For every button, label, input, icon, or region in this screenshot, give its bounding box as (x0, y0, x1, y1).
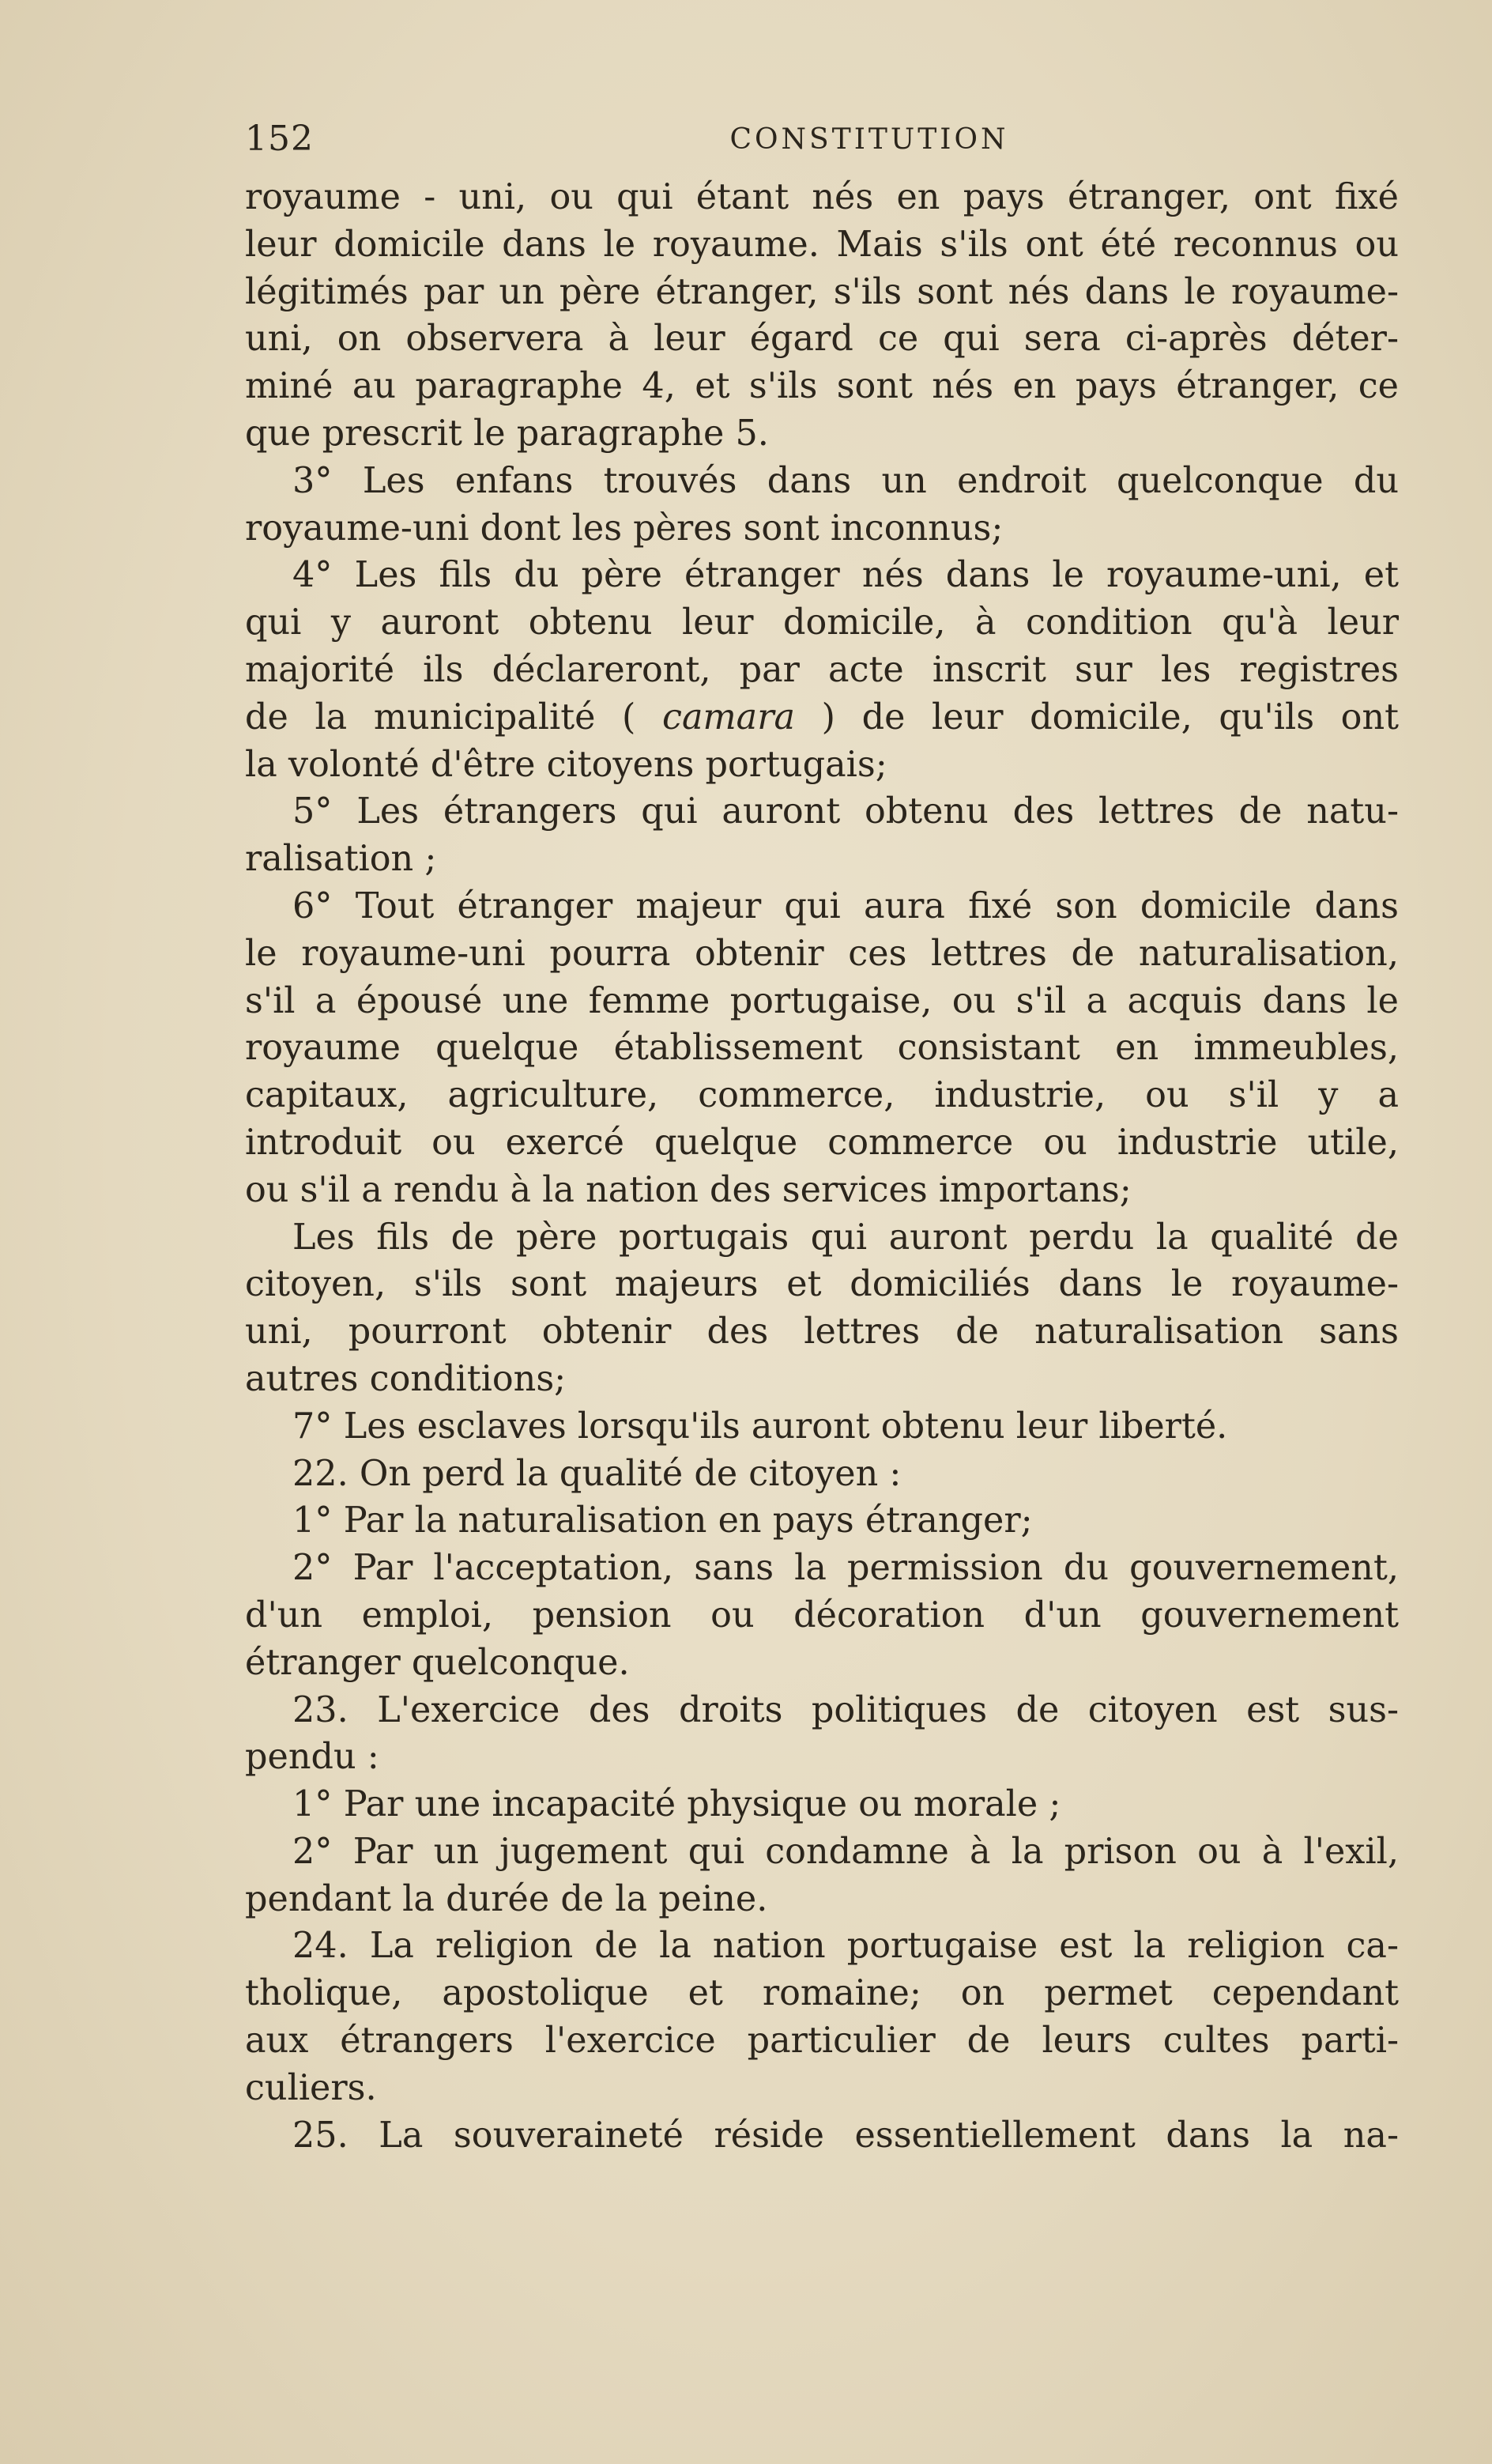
text-line: étranger quelconque. (245, 1642, 630, 1683)
text-line: aux étrangers l'exercice particulier de leurs cultes parti- (245, 2021, 1399, 2062)
text-line: d'un emploi, pension ou décoration d'un gouvernement (245, 1594, 1399, 1636)
text-line: 4° Les fils du père étranger nés dans le royaume-uni, et (292, 555, 1399, 596)
text-line: uni, pourront obtenir des lettres de naturalisation sans (245, 1311, 1399, 1353)
text-line: 25. La souveraineté réside essentiellement dans la na- (292, 2115, 1399, 2156)
italic-term: camara (662, 696, 796, 738)
text-line: introduit ou exercé quelque commerce ou industrie utile, (245, 1122, 1399, 1163)
text-line: Les fils de père portugais qui auront perdu la qualité de (292, 1217, 1399, 1258)
text-line: 1° Par une incapacité physique ou morale ; (292, 1784, 1061, 1825)
text-line: majorité ils déclareront, par acte inscrit sur les registres (245, 649, 1399, 690)
text-line: 7° Les esclaves lorsqu'ils auront obtenu leur liberté. (292, 1406, 1228, 1447)
text-line: 2° Par l'acceptation, sans la permission du gouvernement, (292, 1548, 1399, 1589)
text-line: que prescrit le paragraphe 5. (245, 413, 769, 454)
text-line: 5° Les étrangers qui auront obtenu des lettres de natu- (292, 791, 1399, 832)
text-line: miné au paragraphe 4, et s'ils sont nés en pays étranger, ce (245, 366, 1399, 407)
text-line: 2° Par un jugement qui condamne à la prison ou à l'exil, (292, 1831, 1399, 1872)
text-line: uni, on observera à leur égard ce qui sera ci-après déter- (245, 319, 1399, 360)
text-line: pendant la durée de la peine. (245, 1878, 768, 1919)
text-line: royaume-uni dont les pères sont inconnus; (245, 508, 1004, 549)
text-line: la volonté d'être citoyens portugais; (245, 744, 887, 785)
text-line: 24. La religion de la nation portugaise est la religion ca- (292, 1926, 1399, 1967)
text-line: 23. L'exercice des droits politiques de citoyen est sus- (292, 1689, 1399, 1730)
text-line: royaume quelque établissement consistant en immeubles, (245, 1028, 1399, 1069)
text-line: 3° Les enfans trouvés dans un endroit quelconque du (292, 460, 1399, 501)
text-line: citoyen, s'ils sont majeurs et domiciliés dans le royaume- (245, 1264, 1399, 1305)
text-line: de la municipalité ( camara ) de leur domicile, qu'ils ont (245, 696, 1399, 738)
text-line: 22. On perd la qualité de citoyen : (292, 1453, 902, 1494)
text-line: ou s'il a rendu à la nation des services importans; (245, 1169, 1132, 1210)
text-line: autres conditions; (245, 1358, 567, 1399)
body-text (245, 174, 1399, 2159)
running-title: CONSTITUTION (729, 123, 1009, 156)
text-line: ralisation ; (245, 839, 437, 880)
text-line: royaume - uni, ou qui étant nés en pays étranger, ont fixé (245, 177, 1399, 217)
text-line: légitimés par un père étranger, s'ils sont nés dans le royaume- (245, 271, 1399, 312)
text-line: 6° Tout étranger majeur qui aura fixé son domicile dans (292, 885, 1399, 926)
text-line: le royaume-uni pourra obtenir ces lettres de naturalisation, (245, 933, 1399, 974)
text-line: leur domicile dans le royaume. Mais s'ils ont été reconnus ou (245, 224, 1399, 265)
text-line: tholique, apostolique et romaine; on permet cependant (245, 1973, 1399, 2014)
text-line: 1° Par la naturalisation en pays étranger; (292, 1500, 1033, 1541)
text-line: qui y auront obtenu leur domicile, à condition qu'à leur (245, 602, 1399, 643)
page-text-block (245, 119, 1399, 2159)
page-number: 152 (245, 119, 314, 159)
text-line: s'il a épousé une femme portugaise, ou s'il a acquis dans le (245, 980, 1399, 1021)
page-header (245, 119, 1399, 174)
text-line: culiers. (245, 2067, 377, 2108)
text-line: capitaux, agriculture, commerce, industrie, ou s'il y a (245, 1075, 1399, 1116)
text-line: pendu : (245, 1737, 379, 1778)
